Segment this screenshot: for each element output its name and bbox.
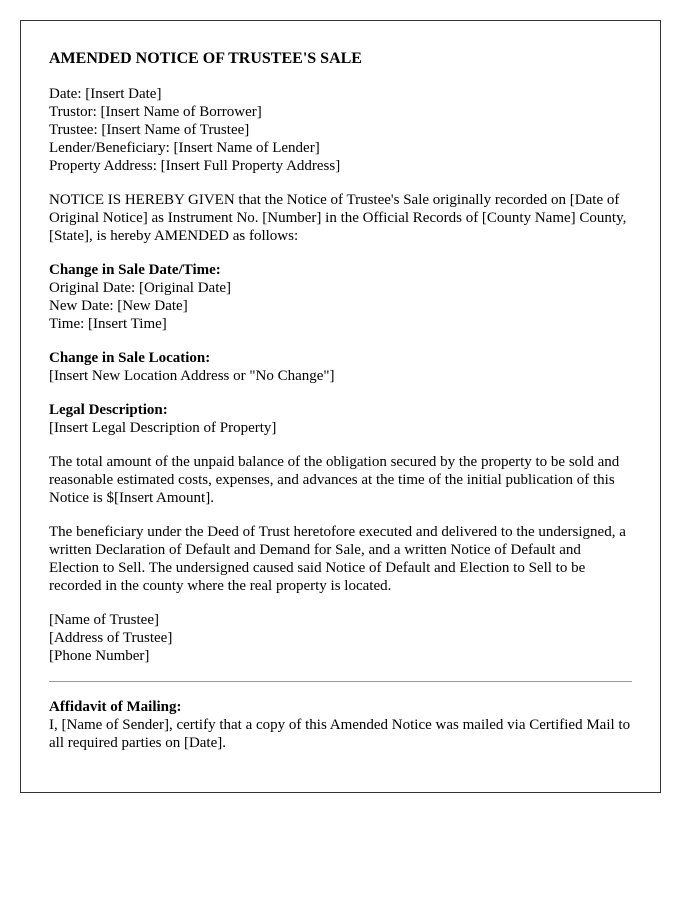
location-change-text: [Insert New Location Address or "No Change"] [49,368,335,384]
property-address-field: Property Address: [Insert Full Property Address] [49,158,341,174]
beneficiary-paragraph: The beneficiary under the Deed of Trust heretofore executed and delivered to the undersigned, a written Declaration of Default and Demand for Sale, and a written Notice of Default and Election to Sell. The undersigned caused said Notice of Default and Election to Sell to be recorded in the county where the real property is located. [49,524,626,594]
affidavit-heading: Affidavit of Mailing: [49,699,182,715]
legal-description-text: [Insert Legal Description of Property] [49,420,277,436]
trustee-field: Trustee: [Insert Name of Trustee] [49,122,250,138]
original-date: Original Date: [Original Date] [49,280,232,296]
trustee-name: [Name of Trustee] [49,612,159,628]
notice-document [20,20,661,793]
intro-paragraph: NOTICE IS HEREBY GIVEN that the Notice of Trustee's Sale originally recorded on [Date of Original Notice] as Instrument No. [Number] in the Official Records of [County Name] County, [State], is hereby AMENDED as follows: [49,192,627,244]
signature-block [49,611,632,665]
location-change-section [49,349,632,385]
trustor-field: Trustor: [Insert Name of Borrower] [49,104,262,120]
trustee-address: [Address of Trustee] [49,630,173,646]
trustee-phone: [Phone Number] [49,648,150,664]
legal-description-heading: Legal Description: [49,402,168,418]
date-field: Date: [Insert Date] [49,86,162,102]
date-change-heading: Change in Sale Date/Time: [49,262,221,278]
legal-description-section [49,401,632,437]
amount-paragraph: The total amount of the unpaid balance of the obligation secured by the property to be sold and reasonable estimated costs, expenses, and advances at the time of the initial publication of this Notice is $[Insert Amount]. [49,454,620,506]
document-title: AMENDED NOTICE OF TRUSTEE'S SALE [49,50,362,67]
affidavit-text: I, [Name of Sender], certify that a copy of this Amended Notice was mailed via Certified Mail to all required parties on [Date]. [49,717,631,751]
date-change-section [49,261,632,333]
new-date: New Date: [New Date] [49,298,188,314]
sale-time: Time: [Insert Time] [49,316,167,332]
lender-field: Lender/Beneficiary: [Insert Name of Lender] [49,140,320,156]
location-change-heading: Change in Sale Location: [49,350,211,366]
affidavit-section [49,698,632,752]
divider [49,681,632,682]
header-fields [49,85,632,175]
